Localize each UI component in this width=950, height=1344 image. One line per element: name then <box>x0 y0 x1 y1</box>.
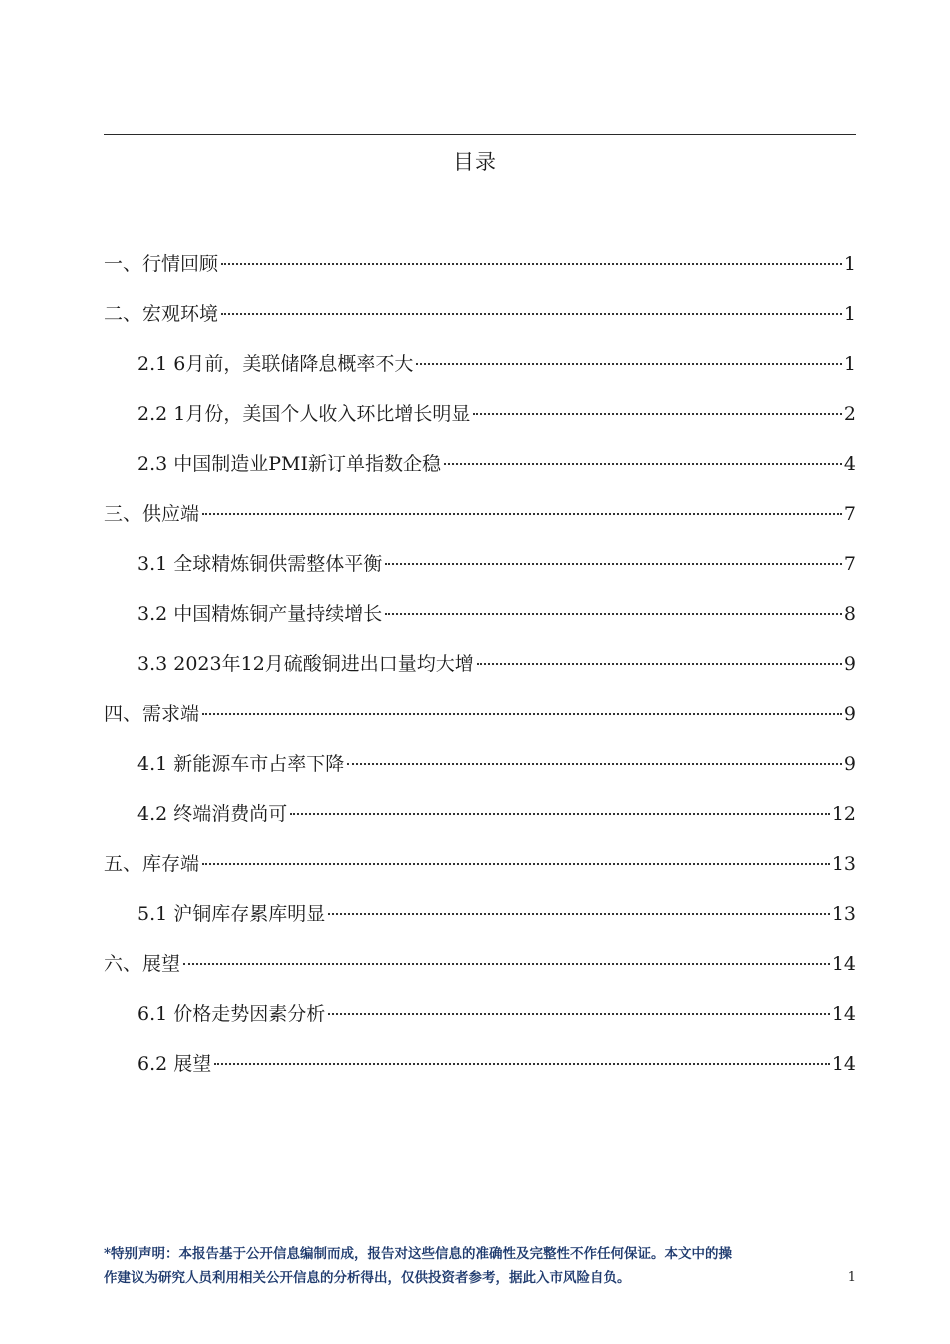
toc-entry[interactable] <box>104 748 856 798</box>
toc-entry-page: 12 <box>831 803 856 825</box>
toc-entry-page: 1 <box>843 353 856 375</box>
toc-entry-text: 3.1 全球精炼铜供需整体平衡 <box>137 553 383 575</box>
toc-entry-page: 1 <box>843 253 856 275</box>
toc-entry-text: 五、库存端 <box>104 853 200 875</box>
toc-dot-leader <box>221 313 842 315</box>
toc-entry-text: 5.1 沪铜库存累库明显 <box>137 903 326 925</box>
toc-entry[interactable] <box>104 498 856 548</box>
toc-entry-page: 8 <box>843 603 856 625</box>
toc-entry[interactable] <box>104 298 856 348</box>
toc-entry-text: 一、行情回顾 <box>104 253 219 275</box>
toc-entry[interactable] <box>104 648 856 698</box>
toc-dot-leader <box>328 913 830 915</box>
toc-entry-text: 2.3 中国制造业PMI新订单指数企稳 <box>137 453 442 475</box>
toc-entry[interactable] <box>104 598 856 648</box>
toc-entry-text: 3.3 2023年12月硫酸铜进出口量均大增 <box>137 653 474 675</box>
toc-entry-page: 7 <box>843 553 856 575</box>
toc-dot-leader <box>328 1013 830 1015</box>
toc-entry[interactable] <box>104 248 856 298</box>
toc-entry-text: 3.2 中国精炼铜产量持续增长 <box>137 603 383 625</box>
toc-entry-text: 2.1 6月前，美联储降息概率不大 <box>137 353 414 375</box>
toc-dot-leader <box>202 713 842 715</box>
toc-entry-text: 4.2 终端消费尚可 <box>137 803 288 825</box>
toc-dot-leader <box>183 963 830 965</box>
toc-entry-text: 6.2 展望 <box>137 1053 212 1075</box>
footer-disclaimer <box>104 1242 856 1290</box>
toc-dot-leader <box>385 613 842 615</box>
toc-dot-leader <box>477 663 842 665</box>
toc-entry-text: 六、展望 <box>104 953 181 975</box>
toc-dot-leader <box>416 363 842 365</box>
toc-entry[interactable] <box>104 448 856 498</box>
toc-dot-leader <box>202 513 842 515</box>
toc-entry-text: 6.1 价格走势因素分析 <box>137 1003 326 1025</box>
toc-entry[interactable] <box>104 698 856 748</box>
toc-entry[interactable] <box>104 348 856 398</box>
toc-entry-page: 9 <box>843 653 856 675</box>
toc-entry-page: 9 <box>843 703 856 725</box>
toc-dot-leader <box>202 863 830 865</box>
toc-entry-page: 13 <box>831 853 856 875</box>
toc-entry-text: 四、需求端 <box>104 703 200 725</box>
toc-entry-page: 1 <box>843 303 856 325</box>
toc-dot-leader <box>221 263 842 265</box>
toc-entry-page: 4 <box>843 453 856 475</box>
toc-dot-leader <box>214 1063 830 1065</box>
toc-entry-page: 14 <box>831 1053 856 1075</box>
toc-entry[interactable] <box>104 548 856 598</box>
disclaimer-line-1: *特别声明：本报告基于公开信息编制而成，报告对这些信息的准确性及完整性不作任何保证。本文中的操 <box>104 1246 733 1262</box>
toc-dot-leader <box>473 413 842 415</box>
toc-entry-text: 二、宏观环境 <box>104 303 219 325</box>
page-number: 1 <box>847 1270 856 1285</box>
toc-entry[interactable] <box>104 898 856 948</box>
toc-entry-page: 13 <box>831 903 856 925</box>
toc-entry-page: 14 <box>831 1003 856 1025</box>
toc-entry[interactable] <box>104 398 856 448</box>
toc-entry-text: 4.1 新能源车市占率下降 <box>137 753 345 775</box>
header-rule <box>104 134 856 135</box>
toc-title: 目录 <box>453 150 497 174</box>
toc-dot-leader <box>385 563 842 565</box>
toc-entry[interactable] <box>104 798 856 848</box>
toc-entry[interactable] <box>104 998 856 1048</box>
toc-entry-page: 14 <box>831 953 856 975</box>
toc-entry-page: 9 <box>843 753 856 775</box>
table-of-contents <box>104 248 856 1098</box>
toc-dot-leader <box>347 763 842 765</box>
toc-entry[interactable] <box>104 848 856 898</box>
toc-entry-text: 2.2 1月份，美国个人收入环比增长明显 <box>137 403 471 425</box>
toc-dot-leader <box>444 463 842 465</box>
toc-entry-page: 2 <box>843 403 856 425</box>
toc-entry-text: 三、供应端 <box>104 503 200 525</box>
toc-dot-leader <box>290 813 830 815</box>
toc-entry-page: 7 <box>843 503 856 525</box>
toc-entry[interactable] <box>104 948 856 998</box>
toc-entry[interactable] <box>104 1048 856 1098</box>
disclaimer-line-2: 作建议为研究人员利用相关公开信息的分析得出，仅供投资者参考，据此入市风险自负。 <box>104 1270 631 1286</box>
